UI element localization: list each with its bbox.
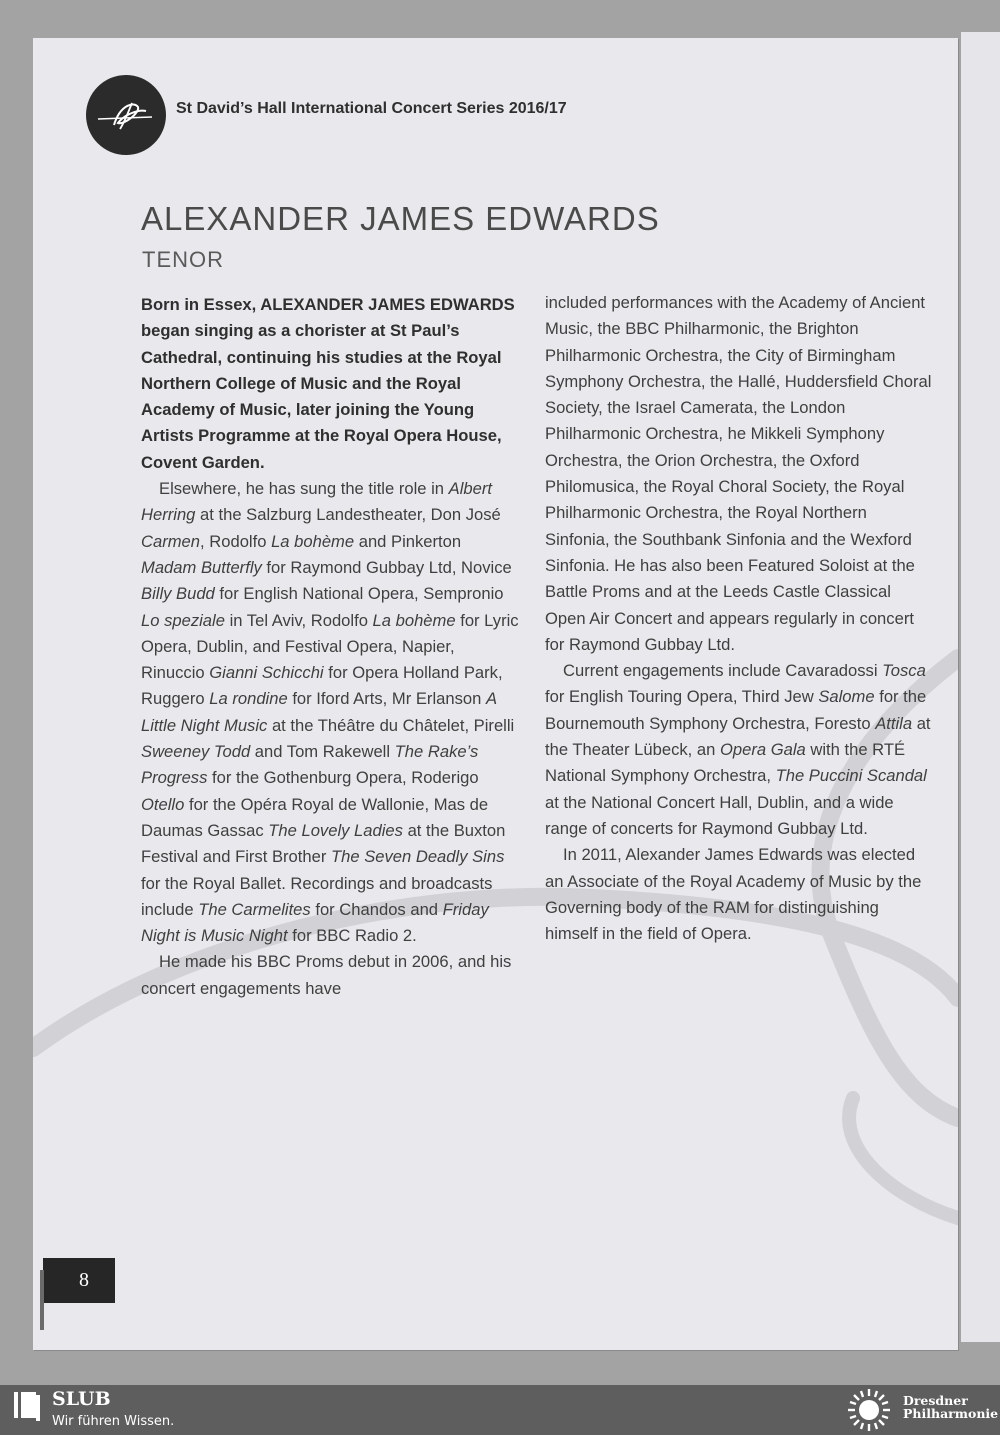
text-run: at the Buxton Festival and First Brother xyxy=(141,820,506,867)
text-run: for the Gothenburg Opera, Roderigo xyxy=(207,768,479,788)
italic-title-run: Attila xyxy=(875,713,913,733)
text-run: at the National Concert Hall, Dublin, and a wide range of concerts for Raymond Gubbay Ltd. xyxy=(545,792,894,838)
italic-title-run: Otello xyxy=(141,794,185,814)
text-column-left xyxy=(141,292,521,1002)
italic-title-run: Madam Butterfly xyxy=(141,557,262,577)
italic-title-run: Billy Budd xyxy=(141,584,215,604)
partner-name xyxy=(903,1394,998,1420)
text-run: for the Bournemouth Symphony Orchestra, Foresto xyxy=(545,687,927,733)
italic-title-run: A Little Night Music xyxy=(141,689,497,735)
italic-title-run: La rondine xyxy=(209,689,288,709)
dresdner-philharmonie-sun-icon xyxy=(842,1387,896,1433)
text-run: for Iford Arts, Mr Erlanson xyxy=(287,689,486,709)
italic-title-run: La bohème xyxy=(372,610,456,630)
italic-title-run: Gianni Schicchi xyxy=(209,663,324,683)
text-run: at the Theater Lübeck, an xyxy=(545,713,931,760)
text-run: at the Théâtre du Châtelet, Pirelli xyxy=(267,715,515,735)
italic-title-run: Friday Night is Music Night xyxy=(141,899,489,946)
brochure-page xyxy=(33,38,958,1350)
text-run: , Rodolfo xyxy=(200,531,272,551)
text-run: with the RTÉ National Symphony Orchestra, xyxy=(545,740,906,786)
page-stack-edge xyxy=(40,1270,44,1330)
signature-logo-icon xyxy=(86,75,166,155)
series-title: St David’s Hall International Concert Series 2016/17 xyxy=(176,100,567,117)
text-column-right xyxy=(545,290,935,947)
slub-name: SLUB xyxy=(52,1388,111,1410)
facing-page-edge xyxy=(961,32,1000,1342)
italic-title-run: Carmen xyxy=(141,531,201,551)
text-run: for the Royal Ballet. Recordings and broadcasts include xyxy=(141,873,493,919)
italic-title-run: The Lovely Ladies xyxy=(268,820,403,840)
text-run: for the Opéra Royal de Wallonie, Mas de Daumas Gassac xyxy=(141,794,489,840)
italic-title-run: Albert Herring xyxy=(141,479,492,525)
italic-title-run: Tosca xyxy=(882,661,926,681)
slub-tagline: Wir führen Wissen. xyxy=(52,1414,175,1429)
text-run: and Pinkerton xyxy=(354,531,462,551)
text-run: for Lyric Opera, Dublin, and Festival Opera, Napier, Rinuccio xyxy=(141,610,519,683)
partner-name-line1: Dresdner xyxy=(903,1393,968,1408)
artist-role-subheading: TENOR xyxy=(142,247,224,272)
artist-name-heading: ALEXANDER JAMES EDWARDS xyxy=(141,200,660,237)
text-run: Current engagements include Cavaradossi xyxy=(563,661,883,681)
text-run: for BBC Radio 2. xyxy=(287,926,417,946)
paragraph-current-engagements xyxy=(545,658,935,842)
text-run: for Opera Holland Park, Ruggero xyxy=(141,663,503,709)
paragraph-proms-start: He made his BBC Proms debut in 2006, and his concert engagements have xyxy=(141,952,512,998)
italic-title-run: The Rake’s Progress xyxy=(141,742,479,788)
italic-title-run: The Seven Deadly Sins xyxy=(330,847,505,867)
paragraph-proms-continued: included performances with the Academy of Ancient Music, the BBC Philharmonic, the Brighton Philharmonic Orchestra, the City of Birmingham Symphony Orchestra, the Hallé, Huddersfield Choral Society, the Israel Camerata, the London Philharmonic Orchestra, he Mikkeli Symphony Orchestra, the Orion Orchestra, the Oxford Philomusica, the Royal Choral Society, the Royal Philharmonic Orchestra, the Royal Northern Sinfonia, the Southbank Sinfonia and the Wexford Sinfonia. He has also been Featured Soloist at the Battle Proms and at the Leeds Castle Classical Open Air Concert and appears regularly in concert for Raymond Gubbay Ltd. xyxy=(545,293,932,654)
text-run: in Tel Aviv, Rodolfo xyxy=(224,610,373,630)
paragraph-roles xyxy=(141,476,521,949)
italic-title-run: Salome xyxy=(818,687,875,707)
italic-title-run: Lo speziale xyxy=(141,610,225,630)
italic-title-run: Sweeney Todd xyxy=(141,742,251,762)
italic-title-run: The Carmelites xyxy=(198,899,311,919)
text-run: for English Touring Opera, Third Jew xyxy=(545,687,819,707)
text-run: for Raymond Gubbay Ltd, Novice xyxy=(261,557,512,577)
viewer-footer-bar xyxy=(0,1385,1000,1435)
text-run: Elsewhere, he has sung the title role in xyxy=(159,479,449,499)
text-run: at the Salzburg Landestheater, Don José xyxy=(195,505,501,525)
slub-book-icon xyxy=(12,1389,42,1423)
partner-name-line2: Philharmonie xyxy=(903,1406,999,1421)
italic-title-run: Opera Gala xyxy=(719,740,806,760)
page-number: 8 xyxy=(43,1258,115,1303)
text-run: for Chandos and xyxy=(310,899,443,919)
italic-title-run: The Puccini Scandal xyxy=(775,766,927,786)
text-run: for English National Opera, Sempronio xyxy=(214,584,504,604)
lead-paragraph: Born in Essex, ALEXANDER JAMES EDWARDS began singing as a chorister at St Paul’s Cathedral, continuing his studies at the Royal Northern College of Music and the Royal Academy of Music, later joining the Young Artists Programme at the Royal Opera House, Covent Garden. xyxy=(141,295,515,472)
italic-title-run: La bohème xyxy=(271,531,355,551)
paragraph-associate: In 2011, Alexander James Edwards was elected an Associate of the Royal Academy of Music by the Governing body of the RAM for distinguishing himself in the field of Opera. xyxy=(545,845,922,944)
text-run: and Tom Rakewell xyxy=(250,742,395,762)
